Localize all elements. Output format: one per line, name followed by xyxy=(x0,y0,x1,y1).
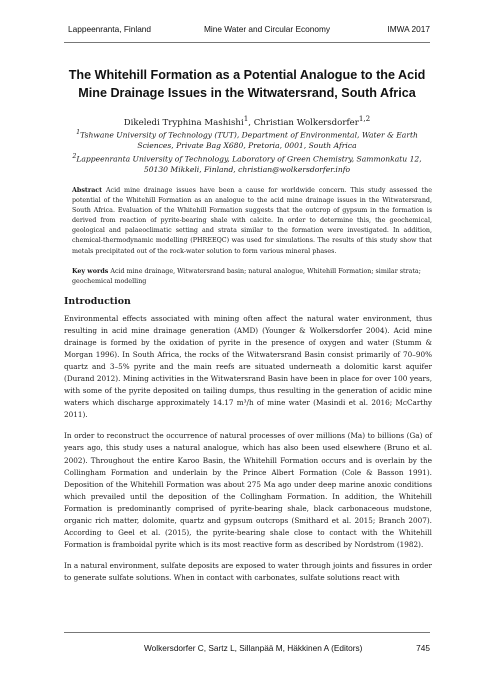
header-rule xyxy=(64,42,430,43)
page-number: 745 xyxy=(416,643,430,653)
affiliation-mark: 2 xyxy=(72,152,77,160)
paper-title: The Whitehill Formation as a Potential Analogue to the Acid Mine Drainage Issues in the Witwatersrand, South Africa xyxy=(68,68,426,100)
affiliation-text: Tshwane University of Technology (TUT), Department of Environmental, Water & Earth Sciences, Private Bag X680, Pretoria, 0001, South Africa xyxy=(80,130,418,151)
keywords-label: Key words xyxy=(72,268,109,275)
affiliation-text: Lappeenranta University of Technology, Laboratory of Green Chemistry, Sammonkatu 12, 50130 Mikkeli, Finland, christian@wolkersdorfer.info xyxy=(76,154,422,174)
author-separator: , xyxy=(248,117,254,128)
abstract-text: Acid mine drainage issues have been a cause for worldwide concern. This study assessed the potential of the Whitehill Formation as an analogue to the acid mine drainage issues in the Witwatersrand, South Africa. Evaluation of the Whitehill Formation suggests that the outcrop of gypsum in the formation is derived from reaction of pyrite-bearing shale with calcite. In order to determine this, the geochemical, geological and palaeoclimatic setting and strata similar to the formation were investigated. In addition, chemical-thermodynamic modelling (PHREEQC) was used for simulations. The results of this study show that metals precipitated out of the rock-water solution to form various mineral phases. xyxy=(72,187,432,255)
affiliation xyxy=(64,152,430,176)
paragraph: In order to reconstruct the occurrence of natural processes of over millions (Ma) to billions (Ga) of years ago, this study uses a natural analogue, which has also been used elsewhere (Bruno et al. 2002). Throughout the entire Karoo Basin, the Whitehill Formation occurs and is overlain by the Collingham Formation and underlain by the Prince Albert Formation (Cole & Basson 1991). Deposition of the Whitehill Formation was about 275 Ma ago under deep marine anoxic conditions which prevailed until the deposition of the Collingham Formation. In addition, the Whitehill Formation is predominantly comprised of pyrite-bearing shale, black carbonaceous mudstone, organic rich matter, dolomite, quartz and gypsum outcrops (Smithard et al. 2015; Branch 2007). According to Geel et al. (2015), the pyrite-bearing shale close to contact with the Whitehill Formation is framboidal pyrite which is its most reactive form as described by Nordstrom (1982). xyxy=(64,431,432,549)
header-event: IMWA 2017 xyxy=(387,24,430,34)
section-heading: Introduction xyxy=(64,296,131,307)
keywords-text: Acid mine drainage, Witwatersrand basin; natural analogue, Whitehill Formation; similar strata; geochemical modelling xyxy=(72,268,421,286)
abstract xyxy=(72,186,432,257)
running-footer xyxy=(64,643,430,657)
affiliation-mark: 1 xyxy=(76,129,81,136)
affiliations xyxy=(64,128,430,175)
author-name: Dikeledi Tryphina Mashishi xyxy=(123,117,244,128)
header-location: Lappeenranta, Finland xyxy=(68,24,152,34)
footer-editors: Wolkersdorfer C, Sartz L, Sillanpää M, Häkkinen A (Editors) xyxy=(144,643,363,653)
footer-rule xyxy=(64,632,430,633)
author-affiliation-mark: 1 xyxy=(243,114,249,123)
author-line xyxy=(64,114,430,128)
abstract-label: Abstract xyxy=(72,187,103,194)
running-header xyxy=(68,24,430,38)
paragraph: Environmental effects associated with mining often affect the natural water environment, thus resulting in acid mine drainage generation (AMD) (Younger & Wolkersdorfer 2004). Acid mine drainage is formed by the oxidation of pyrite in the presence of oxygen and water (Stumm & Morgan 1996). In South Africa, the rocks of the Witwatersrand Basin consist primarily of 70–90% quartz and 3–5% pyrite and the main reefs are situated underneath a dolomitic karst aquifer (Durand 2012). Mining activities in the Witwatersrand Basin have been in place for over 100 years, with some of the pyrite deposited on tailing dumps, thus resulting in the generation of acidic mine waters which discharge approximately 14.17 m³/h of mine water (Masindi et al. 2016; McCarthy 2011). xyxy=(64,314,432,420)
header-conference: Mine Water and Circular Economy xyxy=(204,24,331,34)
keywords xyxy=(72,267,432,287)
affiliation xyxy=(64,128,430,152)
paragraph: In a natural environment, sulfate deposits are exposed to water through joints and fissures in order to generate sulfate solutions. When in contact with carbonates, sulfate solutions react with xyxy=(64,560,432,582)
author-affiliation-mark: 1,2 xyxy=(358,114,371,123)
body-text xyxy=(64,313,432,593)
author-name: Christian Wolkersdorfer xyxy=(253,117,359,128)
